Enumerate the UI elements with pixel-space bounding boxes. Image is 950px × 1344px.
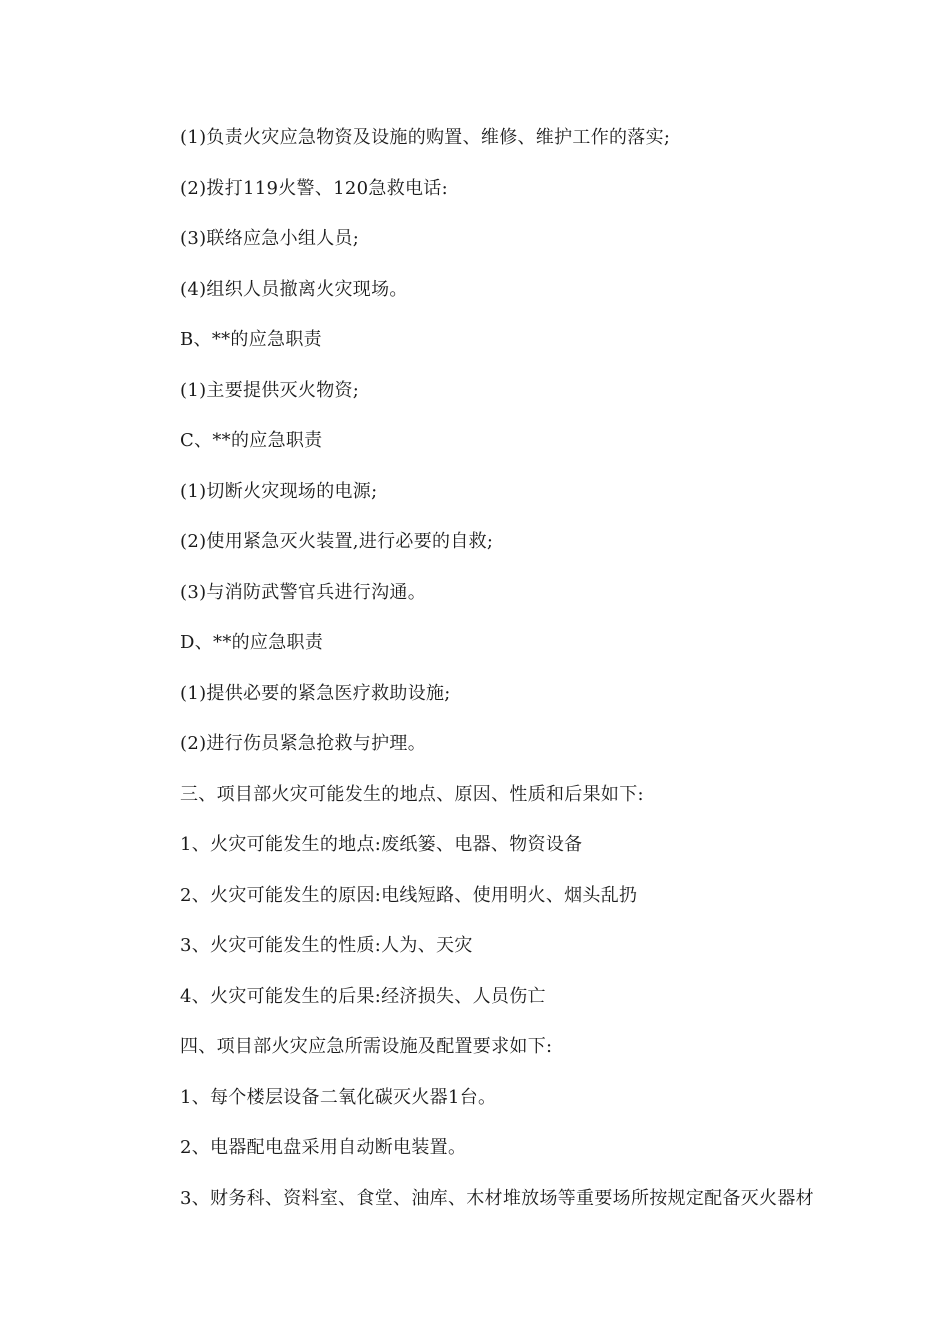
paragraph-line: (2)使用紧急灭火装置,进行必要的自救; bbox=[180, 531, 494, 552]
paragraph-line: 2、火灾可能发生的原因:电线短路、使用明火、烟头乱扔 bbox=[180, 884, 638, 906]
paragraph-line: (3)联络应急小组人员; bbox=[180, 228, 360, 249]
document-body bbox=[180, 124, 830, 1235]
section-heading: C、**的应急职责 bbox=[180, 430, 323, 451]
paragraph-line: 2、电器配电盘采用自动断电装置。 bbox=[180, 1137, 467, 1158]
section-heading: B、**的应急职责 bbox=[180, 329, 322, 350]
paragraph-line: 3、火灾可能发生的性质:人为、天灾 bbox=[180, 935, 473, 956]
paragraph-line: (1)切断火灾现场的电源; bbox=[180, 480, 378, 502]
paragraph-line: 3、财务科、资料室、食堂、油库、木材堆放场等重要场所按规定配备灭火器材 bbox=[180, 1187, 814, 1209]
paragraph-line: 4、火灾可能发生的后果:经济损失、人员伤亡 bbox=[180, 985, 546, 1007]
section-heading: 四、项目部火灾应急所需设施及配置要求如下: bbox=[180, 1036, 553, 1057]
paragraph-line: (4)组织人员撤离火灾现场。 bbox=[180, 278, 408, 300]
paragraph-line: (2)拨打119火警、120急救电话: bbox=[180, 177, 448, 199]
paragraph-line: 1、火灾可能发生的地点:废纸篓、电器、物资设备 bbox=[180, 834, 583, 855]
section-heading: 三、项目部火灾可能发生的地点、原因、性质和后果如下: bbox=[180, 783, 644, 805]
paragraph-line: (1)提供必要的紧急医疗救助设施; bbox=[180, 682, 451, 704]
paragraph-line: (1)负责火灾应急物资及设施的购置、维修、维护工作的落实; bbox=[180, 127, 671, 148]
paragraph-line: (2)进行伤员紧急抢救与护理。 bbox=[180, 733, 426, 754]
paragraph-line: (3)与消防武警官兵进行沟通。 bbox=[180, 581, 426, 603]
paragraph-line: (1)主要提供灭火物资; bbox=[180, 379, 360, 401]
section-heading: D、**的应急职责 bbox=[180, 632, 324, 653]
paragraph-line: 1、每个楼层设备二氧化碳灭火器1台。 bbox=[180, 1086, 497, 1108]
